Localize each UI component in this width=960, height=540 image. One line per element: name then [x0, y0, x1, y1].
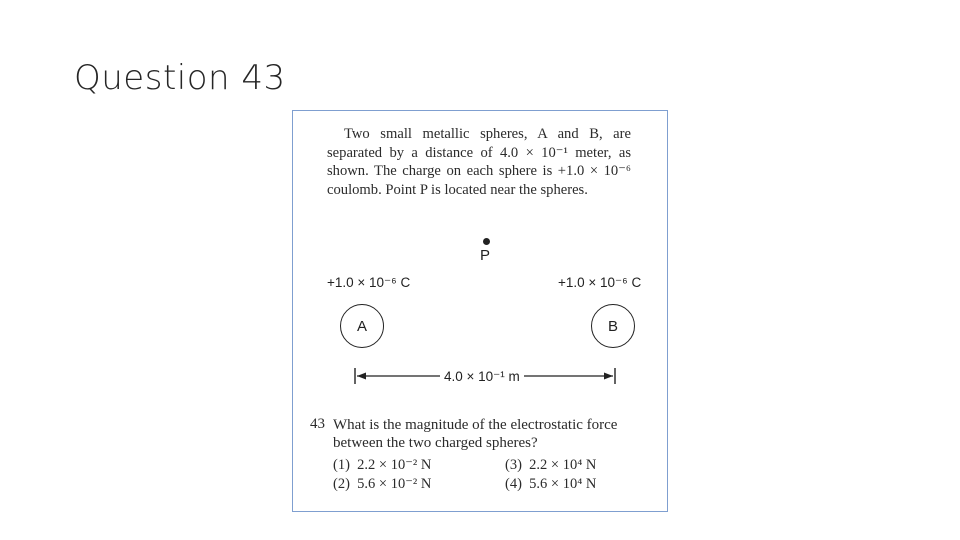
answer-option-2: (2) 5.6 × 10⁻² N: [333, 476, 432, 492]
question-number: 43: [310, 416, 325, 432]
charge-a-label: +1.0 × 10⁻⁶ C: [327, 275, 411, 290]
distance-label: 4.0 × 10⁻¹ m: [440, 369, 524, 385]
sphere-b: [591, 304, 635, 348]
point-p-dot: [483, 238, 490, 245]
answer-option-3: (3) 2.2 × 10⁴ N: [505, 457, 597, 473]
sphere-b-label: B: [607, 317, 618, 335]
point-p-label: P: [480, 247, 491, 264]
slide-title: Question 43: [74, 58, 286, 98]
answer-option-4: (4) 5.6 × 10⁴ N: [505, 476, 597, 492]
sphere-a: [340, 304, 384, 348]
charge-b-label: +1.0 × 10⁻⁶ C: [558, 275, 642, 290]
answer-option-1: (1) 2.2 × 10⁻² N: [333, 457, 432, 473]
question-image: [292, 110, 668, 512]
problem-intro-text: Two small metallic spheres, A and B, are separated by a distance of 4.0 × 10⁻¹ meter, as shown. The charge on each sphere is +1.0 × 10⁻⁶ coulomb. Point P is located near the spheres.: [327, 126, 631, 198]
sphere-a-label: A: [356, 317, 367, 335]
question-text: What is the magnitude of the electrostatic force between the two charged spheres?: [333, 417, 618, 451]
